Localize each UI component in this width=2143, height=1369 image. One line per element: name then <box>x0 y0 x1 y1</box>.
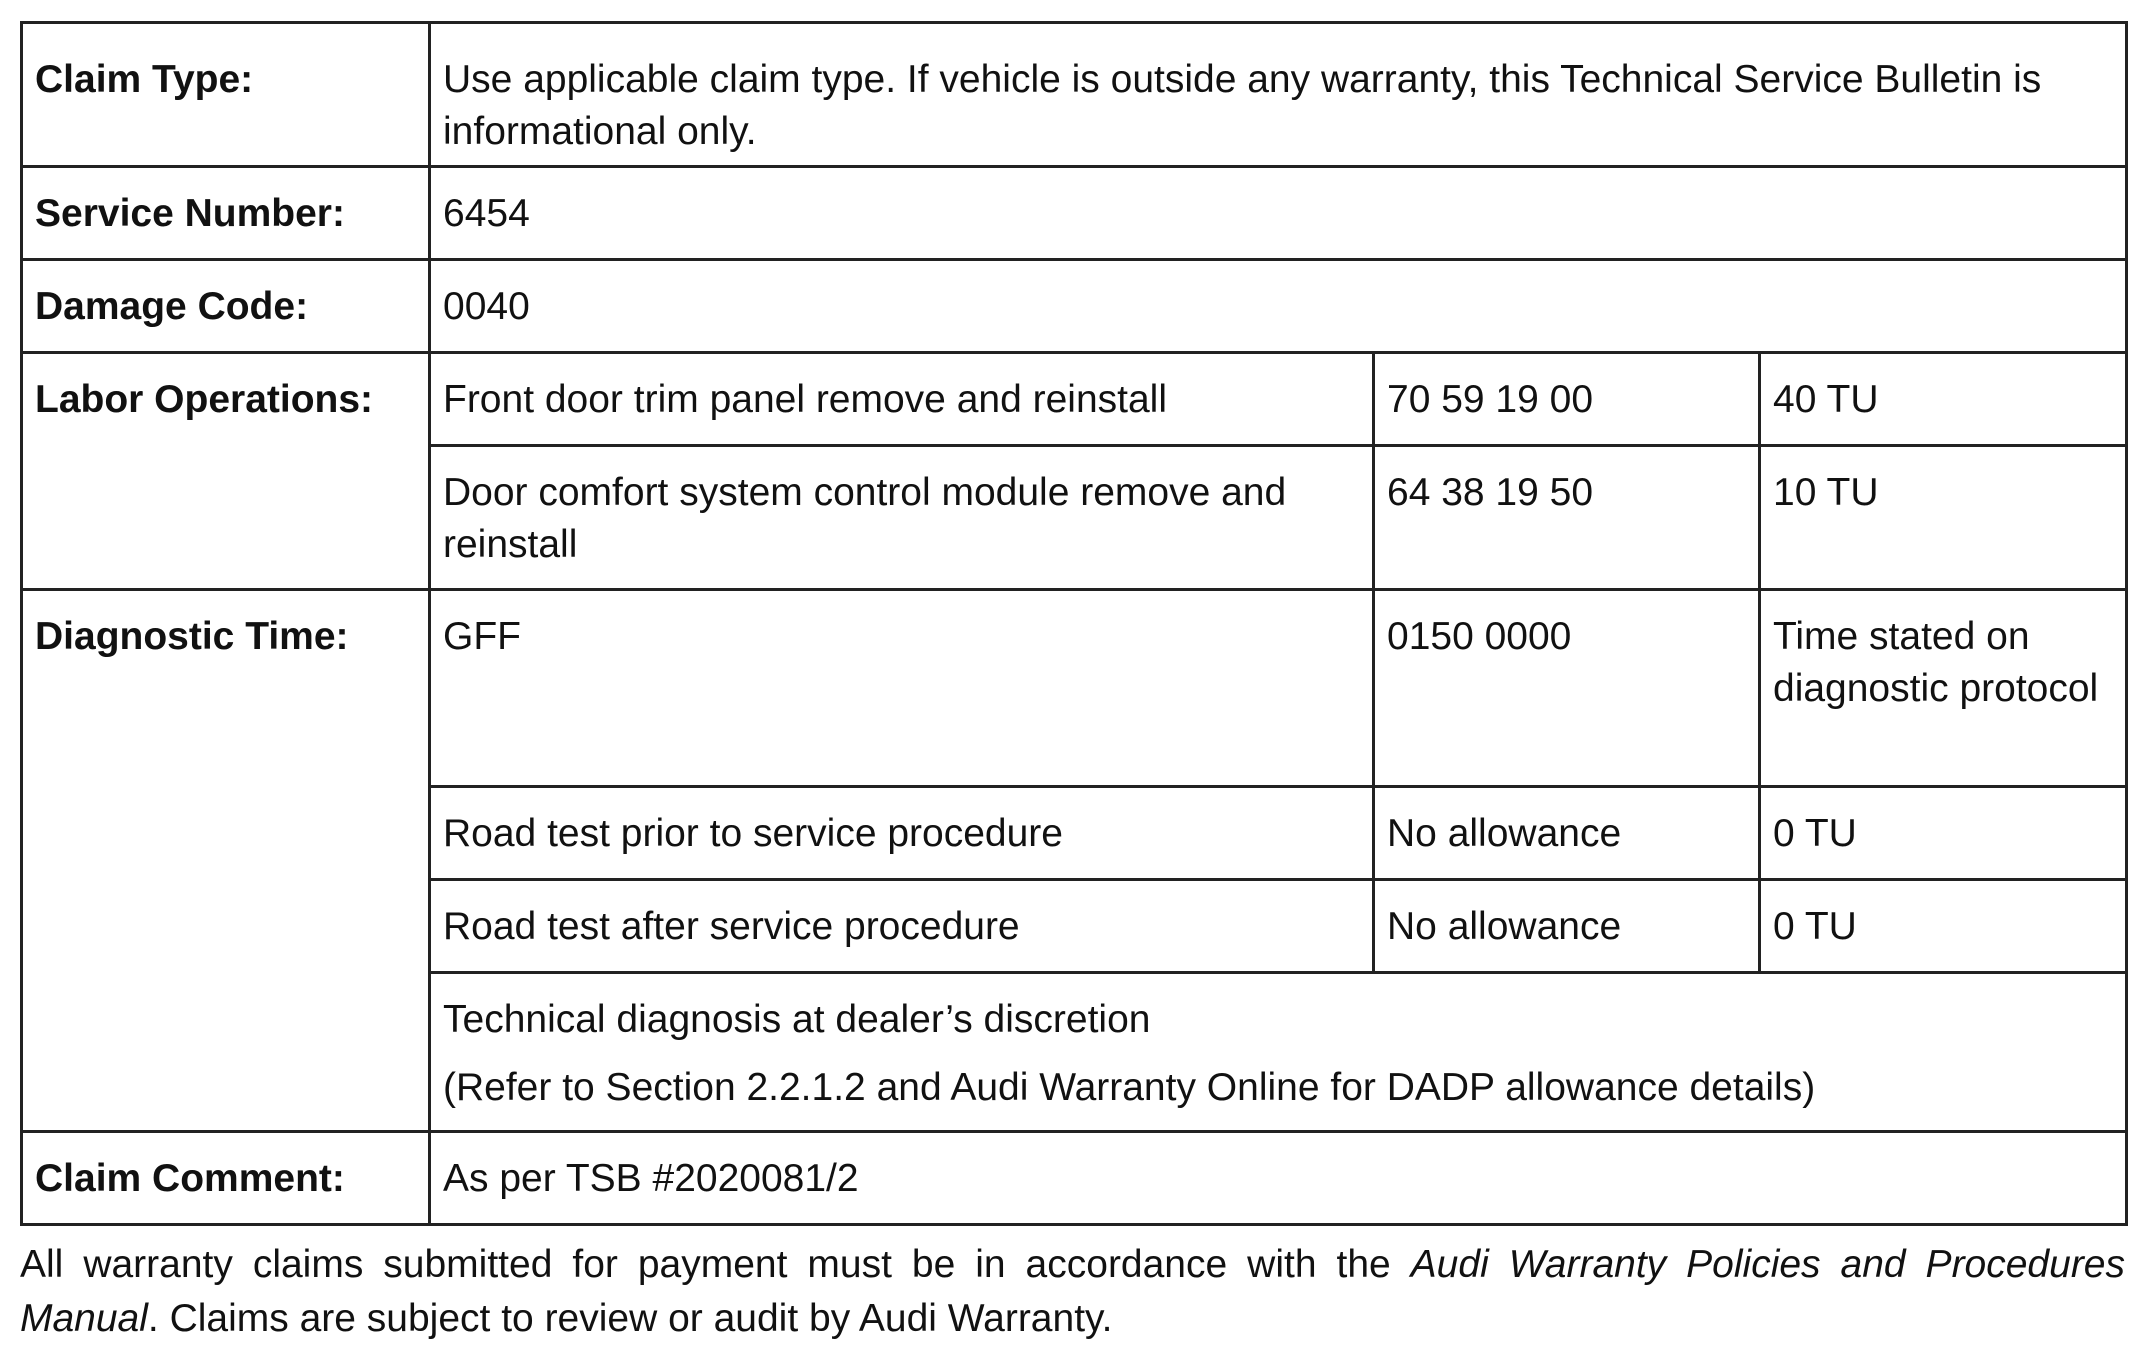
claim-comment-label: Claim Comment: <box>22 1132 430 1225</box>
diagnostic-description: Road test prior to service procedure <box>430 787 1374 880</box>
diagnostic-code: No allowance <box>1374 787 1760 880</box>
technical-diagnosis-text: Technical diagnosis at dealer’s discretion <box>443 998 1151 1041</box>
claim-type-row <box>22 23 2127 167</box>
dadp-allowance-note: (Refer to Section 2.2.1.2 and Audi Warranty Online for DADP allowance details) <box>443 1066 1816 1109</box>
service-number-value: 6454 <box>430 167 2127 260</box>
labor-operation-description: Front door trim panel remove and reinstall <box>430 353 1374 446</box>
claim-type-label: Claim Type: <box>22 23 430 167</box>
claim-comment-value: As per TSB #2020081/2 <box>430 1132 2127 1225</box>
service-number-row <box>22 167 2127 260</box>
technical-diagnosis-cell <box>430 973 2127 1132</box>
diagnostic-time-value: 0 TU <box>1760 880 2127 973</box>
footer-text-part2: . Claims are subject to review or audit by Audi Warranty. <box>147 1297 1113 1340</box>
warranty-manual-title: Audi Warranty Policies and Procedures Manual <box>20 1243 2125 1340</box>
warranty-footer-note <box>20 1238 2125 1346</box>
diagnostic-description: GFF <box>430 590 1374 787</box>
damage-code-value: 0040 <box>430 260 2127 353</box>
labor-operation-description: Door comfort system control module remove and reinstall <box>430 446 1374 590</box>
diagnostic-code: 0150 0000 <box>1374 590 1760 787</box>
damage-code-row <box>22 260 2127 353</box>
claim-comment-row <box>22 1132 2127 1225</box>
labor-operation-time: 40 TU <box>1760 353 2127 446</box>
diagnostic-code: No allowance <box>1374 880 1760 973</box>
labor-operation-row <box>22 353 2127 446</box>
labor-operation-time: 10 TU <box>1760 446 2127 590</box>
labor-operations-label: Labor Operations: <box>22 353 430 590</box>
claim-type-value: Use applicable claim type. If vehicle is outside any warranty, this Technical Service Bulletin is informational only. <box>430 23 2127 167</box>
labor-operation-code: 64 38 19 50 <box>1374 446 1760 590</box>
warranty-claim-table <box>20 21 2128 1226</box>
diagnostic-time-row <box>22 590 2127 787</box>
footer-text-part1: All warranty claims submitted for payment must be in accordance with the <box>20 1243 1411 1286</box>
service-number-label: Service Number: <box>22 167 430 260</box>
damage-code-label: Damage Code: <box>22 260 430 353</box>
labor-operation-code: 70 59 19 00 <box>1374 353 1760 446</box>
diagnostic-time-value: Time stated on diagnostic protocol <box>1760 590 2127 787</box>
warranty-document <box>20 21 2125 1346</box>
diagnostic-description: Road test after service procedure <box>430 880 1374 973</box>
diagnostic-time-label: Diagnostic Time: <box>22 590 430 1132</box>
diagnostic-time-value: 0 TU <box>1760 787 2127 880</box>
